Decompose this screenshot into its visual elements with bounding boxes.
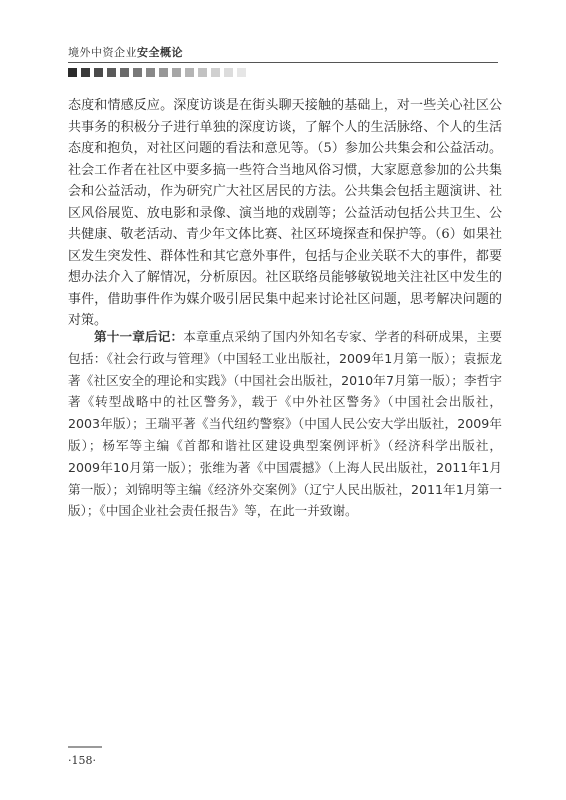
running-head-title: 境外中资企业 (68, 46, 137, 59)
header-square (81, 68, 90, 77)
header-square (159, 68, 168, 77)
body-paragraph: 态度和情感反应。深度访谈是在街头聊天接触的基础上，对一些关心社区公共事务的积极分子进行单独的深度访谈，了解个人的生活脉络、个人的生活态度和抱负，对社区问题的看法和意见等。（5）参加公共集会和公益活动。社会工作者在社区中要多搞一些符合当地风俗习惯，大家愿意参加的公共集会和公益活动，作为研究广大社区居民的方法。公共集会包括主题演讲、社区风俗展览、放电影和录像、演当地的戏剧等；公益活动包括公共卫生、公共健康、敬老活动、青少年文体比赛、社区环境探查和保护等。（6）如果社区发生突发性、群体性和其它意外事件，包括与企业关联不大的事件，都要想办法介入了解情况，分析原因。社区联络员能够敏锐地关注社区中发生的事件，借助事件作为媒介吸引居民集中起来讨论社区问题，思考解决问题的对策。 (68, 98, 502, 328)
header-square-bar (68, 68, 246, 77)
header-square (146, 68, 155, 77)
running-head (68, 44, 183, 60)
header-square (68, 68, 77, 77)
header-rule (68, 62, 498, 63)
header-square (211, 68, 220, 77)
header-square (237, 68, 246, 77)
header-square (198, 68, 207, 77)
header-square (172, 68, 181, 77)
chapter-afterword (68, 326, 502, 522)
page-number: ·158· (68, 754, 96, 767)
afterword-label: 第十一章后记： (94, 329, 184, 344)
header-square (94, 68, 103, 77)
header-square (185, 68, 194, 77)
afterword-text: 本章重点采纳了国内外知名专家、学者的科研成果，主要包括：《社会行政与管理》（中国轻工业出版社，2009年1月第一版）；袁振龙著《社区安全的理论和实践》（中国社会出版社，2010年7月第一版）；李哲宇著《转型战略中的社区警务》，载于《中外社区警务》（中国社会出版社，2003年版）；王瑞平著《当代纽约警察》（中国人民公安大学出版社，2009年版）；杨军等主编《首都和谐社区建设典型案例评析》（经济科学出版社，2009年10月第一版）；张维为著《中国震撼》（上海人民出版社，2011年1月第一版）；刘锦明等主编《经济外交案例》（辽宁人民出版社，2011年1月第一版）；《中国企业社会责任报告》等，在此一并致谢。 (68, 329, 503, 519)
header-square (133, 68, 142, 77)
footer-rule (68, 746, 102, 748)
header-square (120, 68, 129, 77)
header-square (107, 68, 116, 77)
header-square (224, 68, 233, 77)
running-head-title-bold: 安全概论 (137, 46, 183, 59)
